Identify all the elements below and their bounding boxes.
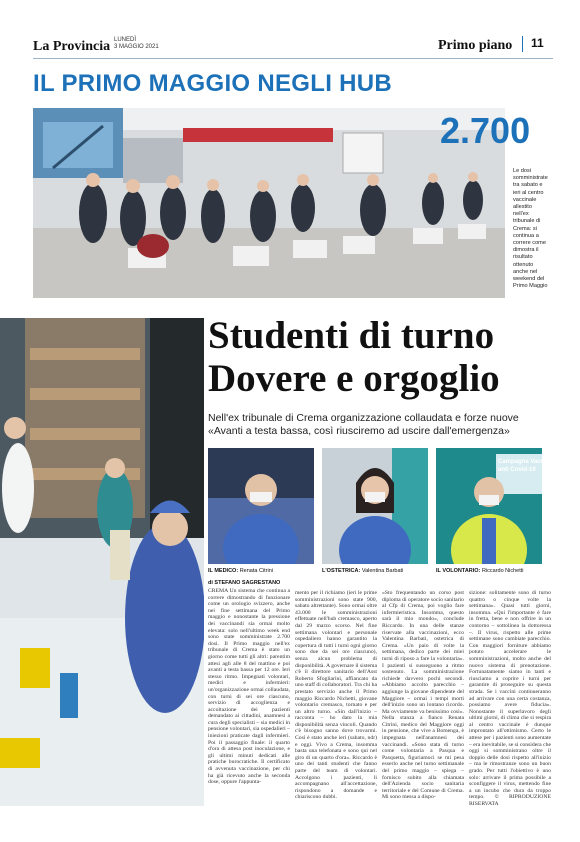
banner-title: IL PRIMO MAGGIO NEGLI HUB (33, 70, 393, 97)
byline: di STEFANO SAGRESTANO (208, 580, 281, 586)
page-number: 11 (531, 36, 544, 50)
portrait-caption-label: L'OSTETRICA: (322, 568, 361, 574)
portrait-caption-label: IL VOLONTARIO: (436, 568, 481, 574)
masthead: La Provincia (33, 39, 111, 54)
top-photo-caption: Le dosi somministrate tra sabato e ieri al centro vaccinale allestito nell'ex tribunale di Crema: si continua a correre come dimostra il risultato ottenuto anche nel weekend del Primo Maggio (513, 168, 548, 290)
standfirst-line-2: «Avanti a testa bassa, così riusciremo ad uscire dall'emergenza» (208, 425, 510, 437)
portrait-caption-doctor (208, 568, 273, 574)
headline-line-2: Dovere e orgoglio (208, 357, 500, 400)
standfirst-line-1: Nell'ex tribunale di Crema organizzazione collaudata e forze nuove (208, 412, 519, 424)
dose-count: 2.700 (440, 110, 531, 151)
headline-line-1: Studenti di turno (208, 314, 495, 357)
portrait-midwife (322, 448, 428, 564)
issue-date (114, 37, 159, 51)
section-divider (522, 36, 523, 52)
date: 3 MAGGIO 2021 (114, 44, 159, 50)
waiting-room-photo (33, 108, 505, 298)
weekday: LUNEDÌ (114, 37, 137, 43)
portrait-caption-midwife (322, 568, 403, 574)
portrait-caption-name: Renata Citrini (239, 568, 274, 574)
article-headline (208, 314, 558, 400)
vaccine-prep-illustration (0, 318, 204, 806)
portrait-caption-name: Riccardo Nichetti (481, 568, 524, 574)
vaccination-poster-text: Campagna Vaccinazion anti Covid-19 (498, 459, 565, 473)
portrait-caption-label: IL MEDICO: (208, 568, 239, 574)
portrait-caption-name: Valentina Barbati (361, 568, 404, 574)
article-standfirst (208, 412, 558, 438)
portrait-doctor (208, 448, 314, 564)
section-title: Primo piano (438, 38, 513, 53)
portrait-caption-volunteer (436, 568, 524, 574)
article-column-1: CREMA Un sistema che continua a correre dimostrando di funzionare come un orologio svizzero, anche nei fine settimana del Primo maggio e nonostante la pressione dei vaccinandi sia ormai molto elevata: solo nell'ultimo week end sono state somministrate 2.700 dosi. Il Primo maggio nell'ex tribunale di Crema è stato un giorno come tutti gli altri: parentim attesi agli alle 8 del mattino e poi avanti a testa bassa per 12 ore. Ieri stesso ritmo. Impegnati volontari, medici e infermieri: un'organizzazione ormai collaudata, con turni di sei ore ciascuno, servizio di accoglienza e accoltazione dei pazienti demandato ai cittadini, anamnesi a cura degli specialisti – sia medici in pensione volontari, sia ospedalieri – iniezioni praticate dagli infermieri. Poi il passaggio finale: il quarto d'ora di attesa post inoculazione, e gli ultimi minuti dedicati alle pratiche burocratiche. Il certificato di avvenuta vaccinazione, per chi ha già ricevuto anche la seconda dose, oppure l'appunta- (208, 588, 290, 786)
article-column-2: mento per il richiamo (ieri le prime somministrazioni sono state 900, sabato altrettante). Sono ormai oltre 43.000 le somministrazioni effettuate nell'hub cremasco, aperto dal 29 marzo scorso. Nel fine settimana volontari e personale ospedaliero hanno garantito la copertura di tutti i turni ogni giorno sono due da sei ore ciascuno), senza alcun problema di disponibilità. A governare il sistema c'è il direttore sanitario dell'Asst Roberto Sfogliarini, affiancato da uno staff di collaboratori. Tra chi ha prestato servizio anche il Primo maggio Riccardo Nichetti, giovane volontario cremasco, tornato e per un altro turno. «Sin dall'inizio – racconta – ho dato la mia disponibilità senza vincoli. Quando c'è bisogno sanno dove trovarmi. Così è stato anche ieri (sabato, ndr) e oggi. Vivo a Crema, insomma basta una telefonata e sono qui nel giro di un quarto d'ora». Riccardo è uno dei tanti studenti che fanno parte del team di volontari. Accolgono i pazienti, li accompagnano all'accettazione, rispondono a domande e chiariscono dubbi. (295, 590, 377, 801)
header-rule (33, 58, 553, 59)
article-column-4: sizione: solitamente sono di turno quattro o cinque volte la settimana». Quasi tutti giorni, insomma. «Qui l'importante è fare in fretta, bene e non offrire in un contorno – sottolinea la dottoressa –. Il virus, rispetto alle prime settimane sono cambiate parecchio. Con maggiori forniture abbiamo potuto accelerare le somministrazioni, molto anche del nuovo sistema di prenotazione. Fortunatamente siamo in tanti e riusciamo a coprire i turni per garantire di proseguire su questa strada. Se i vaccini continueranno ad arrivare con una certa costanza, possiamo avere fiducia». Nonostante il superlavoro degli ultimi giorni, di clima che si respira al centro vaccinale è dunque improntato all'ottimismo. Certo le attese per i pazienti sono aumentate – era inevitabile, se si considera che oggi si somministrano oltre il doppio delle dosi rispetto all'inizio – ma le rimostranze sono un buon grado. Per tutti l'obiettivo è uno solo: arrivare il prima possibile a sconfiggere il virus, mettendo fine a un incubo che dura da troppo tempo. © RIPRODUZIONE RISERVATA (469, 590, 551, 807)
waiting-room-illustration (33, 108, 505, 298)
vaccine-prep-photo (0, 318, 204, 806)
article-column-3: «Sto frequentando un corso post diploma di operatore socio sanitario al Cfp di Crema, poi voglio fare infermieristica. Insomma, questo sarà il mio mondo», conclude Riccardo. In una delle stanze riservate alla vaccinazioni, ecco Valentina Barbati, ostetrica di Crema. «Un paio di volte la settimana, dedico parte dei miei turni di riposo a fare la volontaria». I pazienti si susseguono a ritmo sostenuto. La somministrazione richiede davvero pochi secondi. «Abbiamo accolto parecchio – aggiunge la giovane dipendente del Maggiore – ormai i tempi morti dell'inizio sono un lontano ricordo. Ma ovviamente va benissimo così». Nella stanza a fianco Renata Citrini, medico del Maggiore oggi in pensione, che vive a Bomenga, è impegnata nell'anamnesi dei vaccinandi. «Sono stata di turno come volontaria a Pasqua e Pasquetta, figuriamoci se mi pesa esserlo anche nel turno settimanale del primo maggio – spiega – fornisco subito alla chiamata dell'Azienda socio sanitaria territoriale e del Comune di Crema. Mi sono messa a dispo- (382, 590, 464, 801)
